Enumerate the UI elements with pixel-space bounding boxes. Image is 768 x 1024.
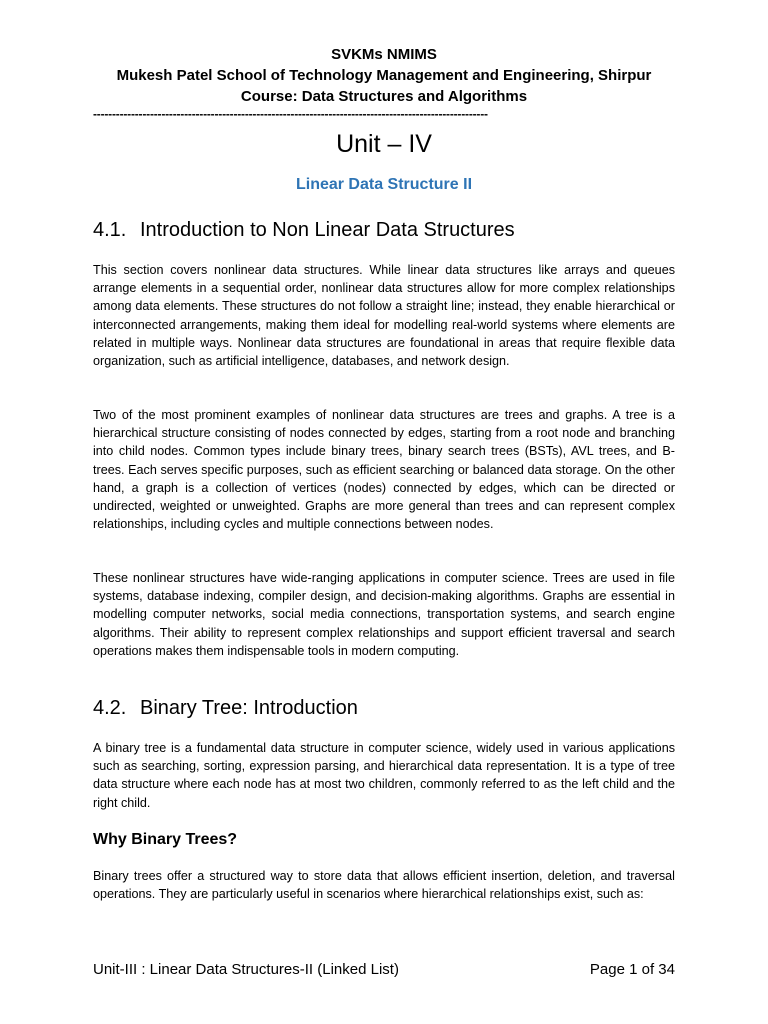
- paragraph: Binary trees offer a structured way to store data that allows efficient insertion, deletion, and traversal operations. They are particularly useful in scenarios where hierarchical relationships exist, such as:: [93, 869, 675, 902]
- document-header: [93, 44, 675, 107]
- paragraph: This section covers nonlinear data structures. While linear data structures like arrays and queues arrange elements in a sequential order, nonlinear data structures allow for more complex relationships among data elements. These structures do not follow a straight line; instead, they enable hierarchical or interconnected arrangements, making them ideal for modelling real-world systems where elements are related in multiple ways. Nonlinear data structures are foundational in areas that require flexible data organization, such as artificial intelligence, databases, and network design.: [93, 263, 675, 369]
- unit-subtitle: Linear Data Structure II: [295, 176, 473, 193]
- section-heading-4-2: [93, 694, 358, 722]
- paragraph: Two of the most prominent examples of nonlinear data structures are trees and graphs. A tree is a hierarchical structure consisting of nodes connected by edges, starting from a root node and branching into child nodes. Common types include binary trees, binary search trees (BSTs), AVL trees, and B-trees. Each serves specific purposes, such as efficient searching or balanced data storage. On the other hand, a graph is a collection of vertices (nodes) connected by edges, which can be directed or undirected, weighted or unweighted. Graphs are more general than trees and can represent complex relationships, including cycles and multiple connections between nodes.: [93, 408, 675, 532]
- section-heading-4-1: [93, 216, 515, 244]
- unit-title: Unit – IV: [336, 130, 432, 158]
- section-number: 4.1.: [93, 219, 127, 241]
- page-number: Page 1 of 34: [589, 961, 675, 978]
- paragraph: A binary tree is a fundamental data structure in computer science, widely used in various applications such as searching, sorting, expression parsing, and hierarchical data representation. It is a type of tree data structure where each node has at most two children, commonly referred to as the left child and the right child.: [93, 741, 675, 810]
- header-separator: --------------------------------------------------------------------------------------------------------: [93, 107, 488, 121]
- page-footer: [93, 959, 675, 981]
- footer-unit-label: Unit-III : Linear Data Structures-II (Linked List): [93, 961, 399, 978]
- document-page: [93, 0, 675, 1024]
- subsection-heading: Why Binary Trees?: [93, 831, 238, 848]
- school-name: Mukesh Patel School of Technology Management and Engineering, Shirpur: [116, 67, 652, 84]
- section-number: 4.2.: [93, 697, 127, 719]
- section-title: Introduction to Non Linear Data Structures: [140, 219, 515, 241]
- course-name: Course: Data Structures and Algorithms: [240, 88, 528, 105]
- institution-name: SVKMs NMIMS: [331, 46, 437, 63]
- section-title: Binary Tree: Introduction: [140, 697, 358, 719]
- paragraph: These nonlinear structures have wide-ranging applications in computer science. Trees are used in file systems, database indexing, compiler design, and decision-making algorithms. Graphs are essential in modelling computer networks, social media connections, transportation systems, and search engine algorithms. Their ability to represent complex relationships and support efficient traversal and search operations makes them indispensable tools in modern computing.: [93, 571, 675, 658]
